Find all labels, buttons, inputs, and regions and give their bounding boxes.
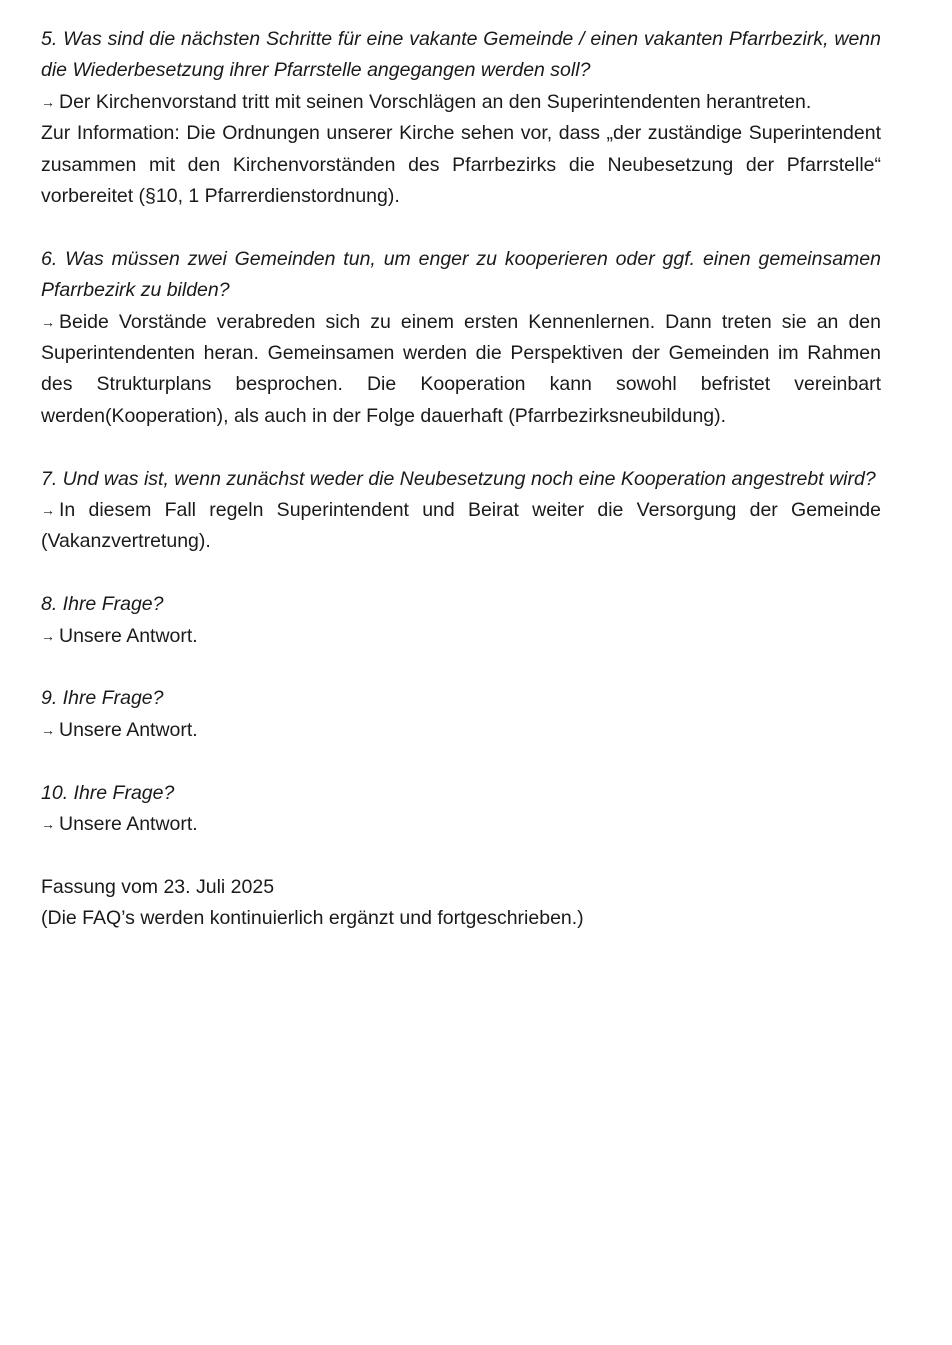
arrow-right-icon: → xyxy=(41,313,55,330)
faq-item xyxy=(41,24,881,212)
faq-document xyxy=(41,24,881,935)
faq-question: 8. Ihre Frage? xyxy=(41,593,164,616)
arrow-right-icon: → xyxy=(41,816,55,833)
faq-answer: → Unsere Antwort. xyxy=(41,718,198,741)
faq-item xyxy=(41,244,881,432)
faq-answer: → In diesem Fall regeln Superintendent und Beirat weiter die Versorgung der Gemeinde (Vakanzvertretung). xyxy=(41,499,881,553)
version-date: Fassung vom 23. Juli 2025 xyxy=(41,875,275,898)
faq-item xyxy=(41,589,881,652)
arrow-right-icon: → xyxy=(41,721,55,738)
faq-answer: → Beide Vorstände verabreden sich zu einem ersten Kennenlernen. Dann treten sie an den Superintendenten heran. Gemeinsamen werden die Perspektiven der Gemeinden im Rahmen des Strukturplans besprochen. Die Kooperation kann sowohl befristet vereinbart werden(Kooperation), als auch in der Folge dauerhaft (Pfarrbezirksneubildung). xyxy=(41,310,881,427)
faq-question: 5. Was sind die nächsten Schritte für eine vakante Gemeinde / einen vakanten Pfarrbezirk, wenn die Wiederbesetzung ihrer Pfarrstelle angegangen werden soll? xyxy=(41,28,881,82)
faq-item xyxy=(41,683,881,746)
faq-answer: → Der Kirchenvorstand tritt mit seinen Vorschlägen an den Superintendenten herantreten. xyxy=(41,90,812,113)
faq-answer: → Unsere Antwort. xyxy=(41,624,198,647)
faq-question: 10. Ihre Frage? xyxy=(41,781,175,804)
document-footer xyxy=(41,872,881,935)
arrow-right-icon: → xyxy=(41,627,55,644)
faq-answer: → Unsere Antwort. xyxy=(41,813,198,836)
faq-item xyxy=(41,464,881,558)
faq-item xyxy=(41,778,881,841)
arrow-right-icon: → xyxy=(41,502,55,519)
faq-question: 9. Ihre Frage? xyxy=(41,687,164,710)
footer-note: (Die FAQ’s werden kontinuierlich ergänzt und fortgeschrieben.) xyxy=(41,907,584,930)
faq-question: 7. Und was ist, wenn zunächst weder die Neubesetzung noch eine Kooperation angestrebt wird? xyxy=(41,467,876,490)
arrow-right-icon: → xyxy=(41,93,55,110)
faq-question: 6. Was müssen zwei Gemeinden tun, um enger zu kooperieren oder ggf. einen gemeinsamen Pfarrbezirk zu bilden? xyxy=(41,247,881,302)
faq-answer-note: Zur Information: Die Ordnungen unserer Kirche sehen vor, dass „der zuständige Superintendent zusammen mit den Kirchenvorständen des Pfarrbezirks die Neubesetzung der Pfarrstelle“ vorbereitet (§10, 1 Pfarrerdienstordnung). xyxy=(41,122,881,208)
